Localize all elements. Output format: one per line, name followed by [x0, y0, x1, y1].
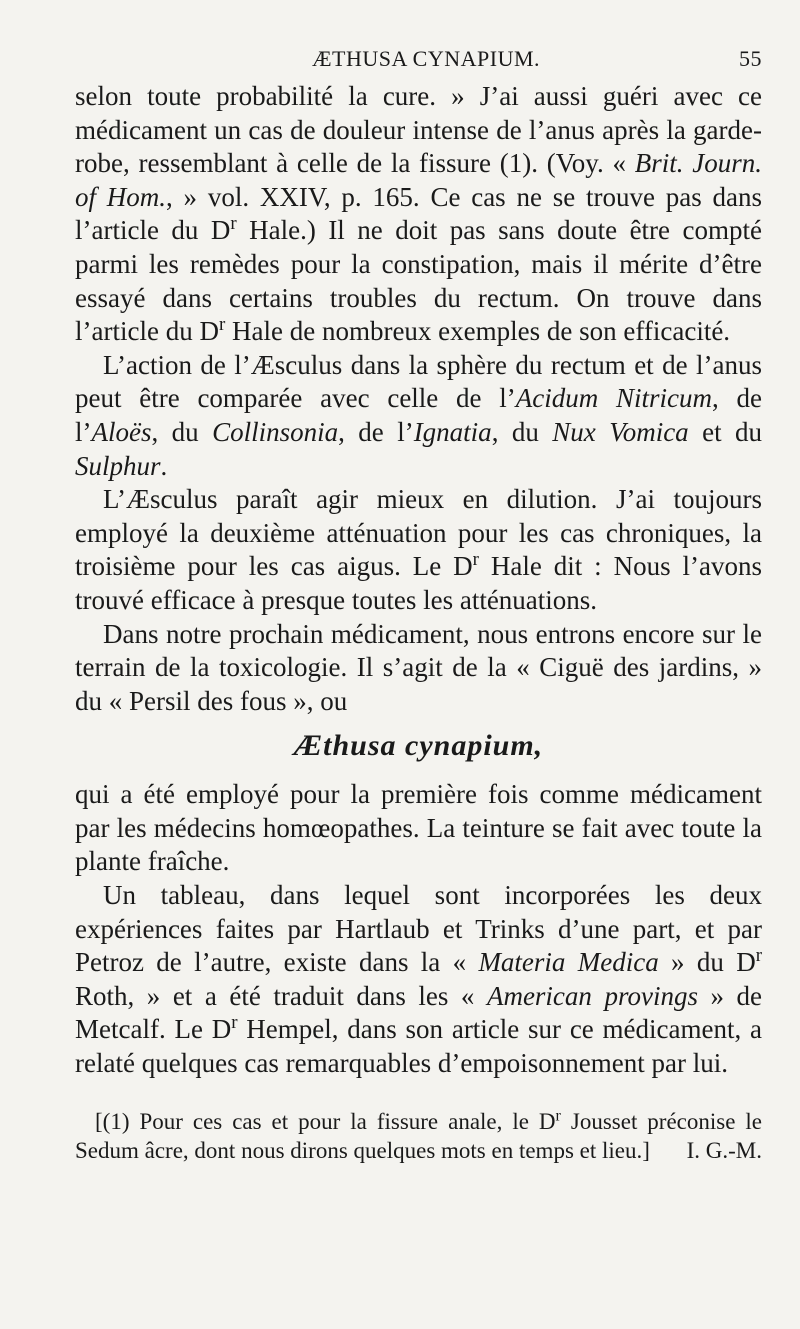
remedy-name: Aloës	[91, 416, 152, 447]
body-text	[75, 80, 762, 1081]
superscript: r	[231, 1012, 238, 1034]
superscript: r	[230, 213, 237, 235]
text-run: , du	[151, 416, 213, 447]
text-run: » du D	[658, 947, 756, 978]
text-run: Roth, » et a été traduit dans les «	[75, 980, 487, 1011]
text-run: , de l’	[75, 383, 763, 447]
superscript: r	[755, 945, 763, 967]
journal-title: Brit. Journ. of Hom.	[75, 148, 762, 212]
text-run: Hale de nombreux exemples de son efficacité.	[225, 316, 731, 347]
text-run: Un tableau, dans lequel sont incorporées les deux expériences faites par Hartlaub et Trinks d’une part, et par Petroz de l’autre, existe dans la «	[75, 880, 762, 978]
footnote-text: [(1) Pour ces cas et pour la fissure anale, le D	[95, 1108, 556, 1134]
remedy-name: Sulphur	[75, 450, 161, 481]
text-run: Dans notre prochain médicament, nous entrons encore sur le terrain de la toxicologie. Il s’agit de la « Ciguë des jardins, » du « Persil des fous », ou	[75, 618, 762, 716]
paragraph-3	[75, 483, 762, 617]
text-run: L’action de l’Æsculus dans la sphère du rectum et de l’anus peut être comparée avec celle de l’	[75, 349, 762, 414]
text-run: qui a été employé pour la première fois comme médicament par les médecins homœopathes. La teinture se fait avec toute la plante fraîche.	[75, 779, 762, 877]
text-run: L’Æsculus paraît agir mieux en dilution. J’ai toujours employé la deuxième atténuation pour les cas chroniques, la troisième pour les cas aigus. Le D	[75, 484, 762, 582]
text-run: , » vol. XXIV, p. 165. Ce cas ne se trouve pas dans l’article du D	[75, 181, 762, 246]
running-title: ÆTHUSA CYNAPIUM.	[312, 46, 541, 71]
superscript: r	[218, 314, 226, 336]
paragraph-5	[75, 778, 762, 879]
paragraph-2	[75, 349, 762, 483]
text-run: selon toute probabilité la cure. » J’ai aussi guéri avec ce médicament un cas de douleur intense de l’anus après la garde-robe, ressemblant à celle de la fissure (1). (Voy. «	[75, 81, 762, 179]
footnote-signature: I. G.-M.	[686, 1137, 762, 1163]
paragraph-6	[75, 879, 762, 1081]
superscript: r	[472, 549, 479, 571]
page-number: 55	[739, 46, 762, 71]
text-run: et du	[688, 416, 763, 447]
paragraph-1	[75, 80, 762, 349]
text-run: Hale.) Il ne doit pas sans doute être compté parmi les remèdes pour la constipation, mais il mérite d’être essayé dans certains troubles du rectum. On trouve dans l’article du D	[75, 215, 762, 347]
text-run: » de Metcalf. Le D	[75, 980, 762, 1045]
remedy-name: Nux Vomica	[552, 416, 689, 447]
text-run: , du	[491, 416, 553, 447]
book-title: Materia Medica	[478, 947, 659, 978]
text-run: .	[160, 450, 168, 481]
text-run: , de l’	[338, 416, 414, 447]
text-run: Hempel, dans son article sur ce médicament, a relaté quelques cas remarquables d’empoisonnement par lui.	[75, 1014, 763, 1079]
paragraph-4	[75, 618, 762, 719]
running-head	[75, 40, 762, 80]
remedy-name: Acidum Nitricum	[515, 383, 713, 414]
section-heading: Æthusa cynapium,	[293, 729, 544, 763]
remedy-name: Ignatia	[413, 416, 492, 447]
book-title: American provings	[486, 980, 698, 1011]
remedy-name: Collinsonia	[212, 416, 339, 447]
footnote-text: Jousset préconise le Sedum âcre, dont nous dirons quelques mots en temps et lieu.]	[75, 1108, 762, 1163]
footnote	[75, 1107, 762, 1165]
superscript: r	[555, 1106, 561, 1124]
text-run: Hale dit : Nous l’avons trouvé efficace à presque toutes les atténuations.	[75, 551, 762, 615]
